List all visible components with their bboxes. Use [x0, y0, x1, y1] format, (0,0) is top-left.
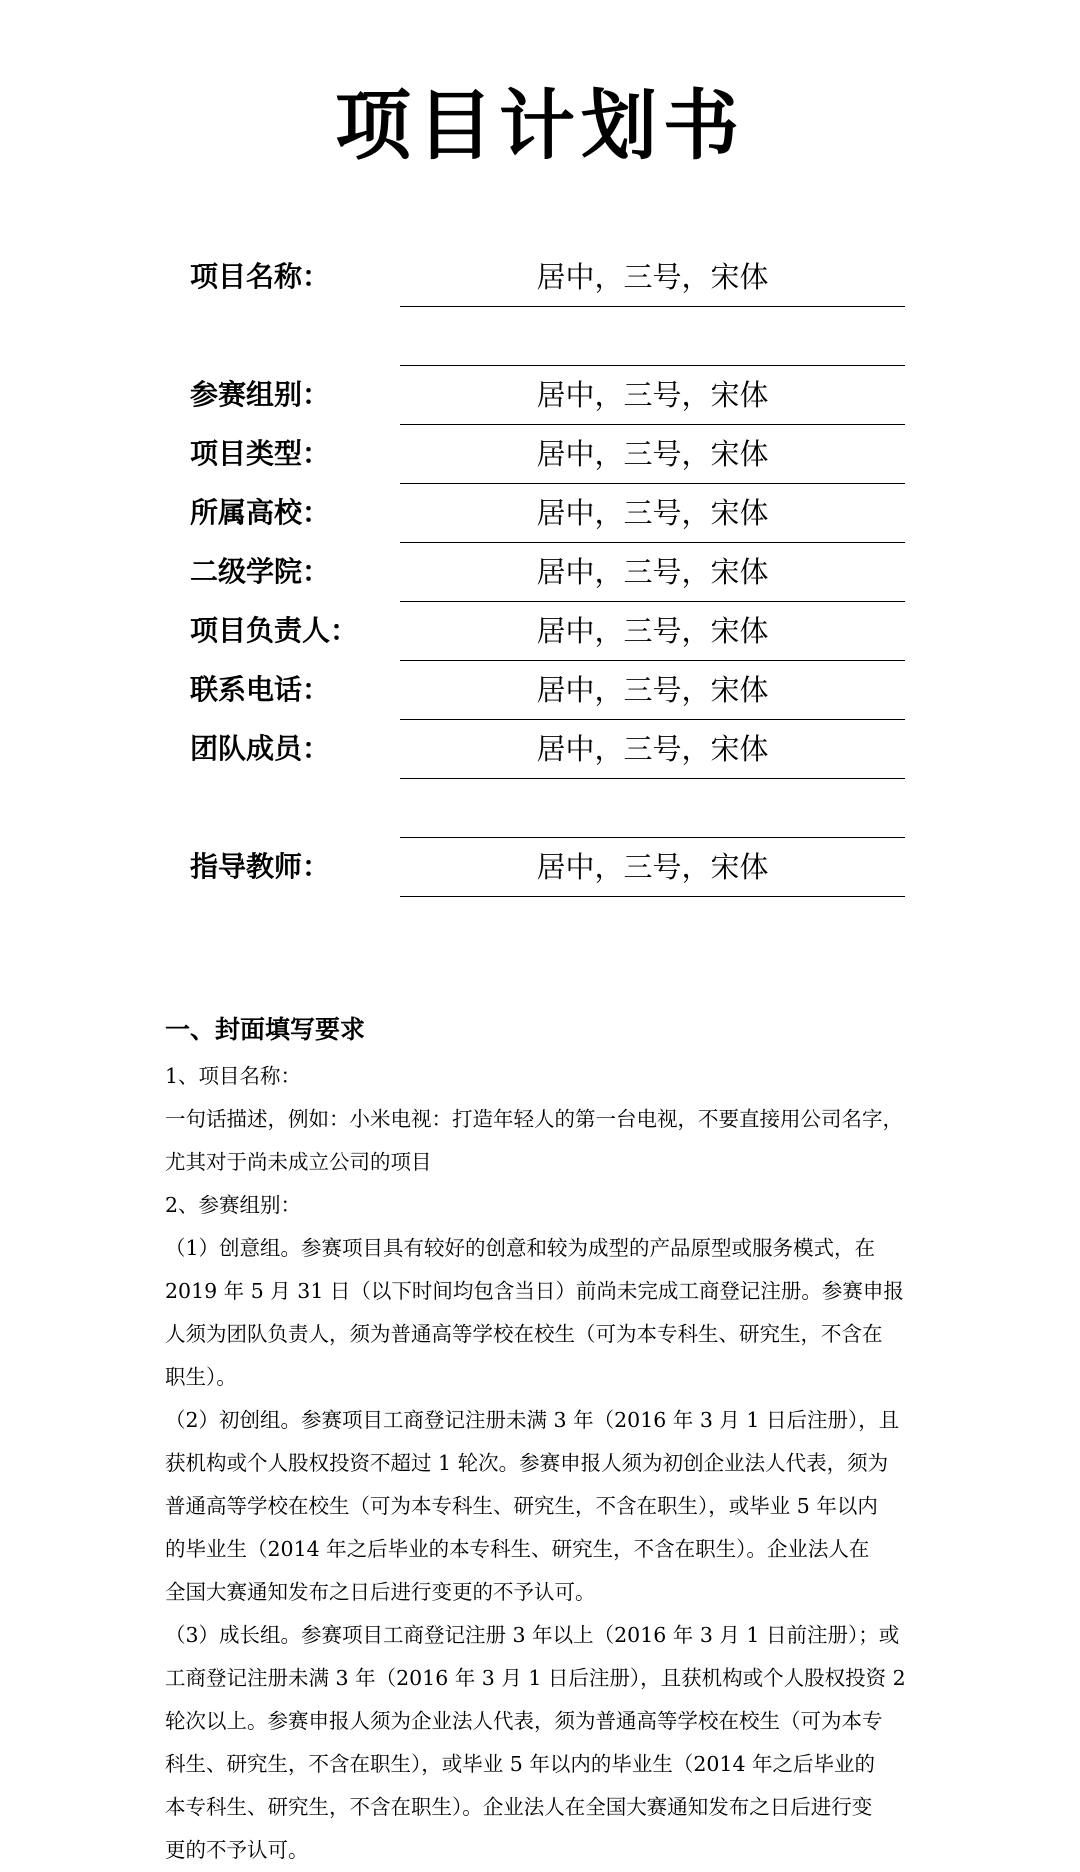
section-heading: 一、封面填写要求	[165, 1015, 366, 1044]
field-label: 指导教师：	[190, 850, 331, 883]
text-line: 全国大赛通知发布之日后进行变更的不予认可。	[165, 1580, 596, 1604]
text-line: 尤其对于尚未成立公司的项目	[165, 1150, 432, 1174]
field-label: 项目名称：	[190, 260, 331, 293]
field-value: 居中，三号，宋体	[400, 838, 905, 897]
text-line: （3）成长组。参赛项目工商登记注册 3 年以上（2016 年 3 月 1 日前注册）；或	[165, 1623, 900, 1647]
field-value: 居中，三号，宋体	[400, 602, 905, 661]
text-line: 轮次以上。参赛申报人须为企业法人代表，须为普通高等学校在校生（可为本专	[165, 1709, 883, 1733]
cover-field-team-members	[0, 720, 1080, 779]
cover-field-category	[0, 366, 1080, 425]
field-value: 居中，三号，宋体	[400, 248, 905, 307]
cover-field-project-leader	[0, 602, 1080, 661]
text-line: 一句话描述，例如：小米电视：打造年轻人的第一台电视，不要直接用公司名字，	[165, 1107, 903, 1131]
field-label: 参赛组别：	[190, 378, 331, 411]
text-line: 1、项目名称：	[165, 1064, 302, 1088]
text-line: 2、参赛组别：	[165, 1193, 302, 1217]
text-line: 获机构或个人股权投资不超过 1 轮次。参赛申报人须为初创企业法人代表，须为	[165, 1451, 889, 1475]
field-value: 居中，三号，宋体	[400, 720, 905, 779]
cover-field-college	[0, 543, 1080, 602]
field-label: 项目类型：	[190, 437, 331, 470]
text-line: 的毕业生（2014 年之后毕业的本专科生、研究生，不含在职生）。企业法人在	[165, 1537, 870, 1561]
text-line: 本专科生、研究生，不含在职生）。企业法人在全国大赛通知发布之日后进行变	[165, 1795, 873, 1819]
field-label: 团队成员：	[190, 732, 331, 765]
document-title: 项目计划书	[335, 81, 745, 170]
field-value	[400, 307, 905, 366]
text-line: 职生）。	[165, 1365, 237, 1389]
text-line: 人须为团队负责人，须为普通高等学校在校生（可为本专科生、研究生，不含在	[165, 1322, 883, 1346]
text-line: 普通高等学校在校生（可为本专科生、研究生，不含在职生），或毕业 5 年以内	[165, 1494, 878, 1518]
field-label: 联系电话：	[190, 673, 331, 706]
cover-field-project-type	[0, 425, 1080, 484]
text-line: 工商登记注册未满 3 年（2016 年 3 月 1 日后注册），且获机构或个人股权投资 2	[165, 1666, 906, 1690]
field-value: 居中，三号，宋体	[400, 543, 905, 602]
cover-field-phone	[0, 661, 1080, 720]
field-value: 居中，三号，宋体	[400, 661, 905, 720]
cover-field-blank-line	[0, 779, 1080, 838]
field-label	[190, 307, 400, 365]
field-value	[400, 779, 905, 838]
text-line: 更的不予认可。	[165, 1838, 309, 1862]
field-label: 项目负责人：	[190, 614, 359, 647]
text-line: （2）初创组。参赛项目工商登记注册未满 3 年（2016 年 3 月 1 日后注册），且	[165, 1408, 900, 1432]
field-value: 居中，三号，宋体	[400, 484, 905, 543]
text-line: 科生、研究生，不含在职生），或毕业 5 年以内的毕业生（2014 年之后毕业的	[165, 1752, 876, 1776]
text-line: 2019 年 5 月 31 日（以下时间均包含当日）前尚未完成工商登记注册。参赛申报	[165, 1279, 904, 1303]
text-line: （1）创意组。参赛项目具有较好的创意和较为成型的产品原型或服务模式，在	[165, 1236, 876, 1260]
cover-field-advisor	[0, 838, 1080, 897]
field-label: 二级学院：	[190, 555, 331, 588]
cover-field-blank-line	[0, 307, 1080, 366]
field-value: 居中，三号，宋体	[400, 366, 905, 425]
requirements-text	[165, 1055, 925, 1872]
cover-field-university	[0, 484, 1080, 543]
field-value: 居中，三号，宋体	[400, 425, 905, 484]
cover-field-project-name	[0, 248, 1080, 307]
field-label	[190, 779, 400, 837]
field-label: 所属高校：	[190, 496, 331, 529]
